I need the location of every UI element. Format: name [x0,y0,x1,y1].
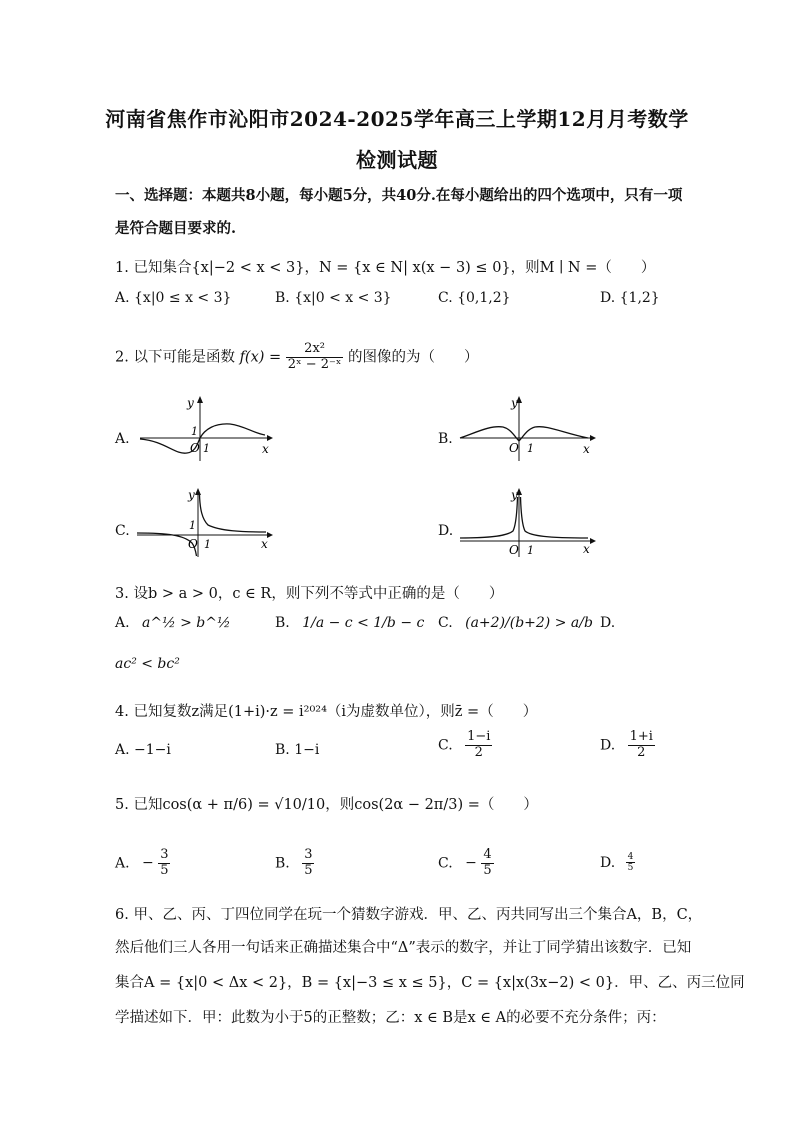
graph-a-label: A. [115,431,130,447]
question-4-option-c-den: 2 [474,744,483,760]
question-5-option-b-frac [302,848,314,879]
question-5-option-b [275,848,314,879]
question-5-option-d-label: D. [600,854,616,871]
graph-a-y-arrow [197,396,203,403]
graph-b [455,393,600,463]
question-3-option-c-label: C. [438,615,453,631]
question-4-option-d-label: D. [600,737,616,754]
graph-a-one-x: 1 [203,442,210,455]
graph-b-curve [460,427,588,441]
question-6-line-4: 学描述如下．甲：此数为小于5的正整数；乙：x ∈ B是x ∈ A的必要不充分条件；丙： [115,1010,666,1026]
question-5-option-a-frac [158,848,170,879]
page-title: 河南省焦作市沁阳市2024-2025学年高三上学期12月月考数学 [105,107,689,131]
question-2-stem [115,342,479,373]
question-5-option-a-num: 3 [160,847,169,862]
graph-d-curve-left [460,497,518,538]
question-5-option-a: A. − $\frac{3}{5}$ [115,847,169,878]
question-4-option-c-frac [465,730,492,761]
question-6-line-1: 6. 甲、乙、丙、丁四位同学在玩一个猜数字游戏．甲、乙、丙共同写出三个集合A，B，C， [115,907,703,923]
graph-a-one-y: 1 [191,425,198,438]
graph-b-one-x: 1 [527,442,534,455]
question-4-option-d-frac [628,730,655,761]
question-5-option-b-label: B. [275,855,290,872]
graph-a-x-label: x [262,442,269,456]
question-3-option-b [275,615,424,631]
section-heading: 一、选择题：本题共8小题，每小题5分，共40分.在每小题给出的四个选项中，只有一项 [115,187,683,204]
question-5-option-c-den: 5 [483,862,492,878]
question-2-denominator: 2ˣ − 2⁻ˣ [287,356,342,372]
question-1-option-c: C. {0,1,2} [438,290,511,306]
question-3-stem: 3. 设b > a > 0，c ∈ R，则下列不等式中正确的是（ ） [115,586,504,602]
graph-c-origin-label: O [188,537,198,551]
question-5-option-c-label: C. [438,855,453,872]
graph-c-curve-right [200,495,267,532]
graph-d-curve-right [521,497,589,538]
graph-d-label: D. [438,523,454,539]
question-5-option-b-num: 3 [304,847,313,862]
question-4-option-b: B. 1−i [275,742,320,758]
graph-a-x-arrow [267,435,273,441]
graph-c-one-x: 1 [204,538,211,551]
graph-c-y-label: y [188,488,195,502]
graph-c-y-arrow [195,488,201,495]
question-5-option-d [600,852,635,874]
question-5-option-d-frac [626,852,636,874]
graph-b-label: B. [438,431,453,447]
question-3-option-d-expr: ac² < bc² [115,656,180,672]
question-3-option-b-expr: 1/a − c < 1/b − c [302,615,425,631]
graph-a-y-label: y [187,396,194,410]
question-4-option-d-num: 1+i [629,729,653,744]
graph-c [132,485,277,557]
question-5-option-a-label: A. [115,855,130,872]
question-4-option-c [438,730,492,761]
question-2-fraction [286,342,344,373]
question-3-option-a-expr: a^½ > b^½ [142,615,231,631]
question-3-option-a-label: A. [115,615,130,631]
question-2-stem-pre: 2. 以下可能是函数 [115,349,235,366]
question-5-option-b-den: 5 [304,862,313,878]
question-3-option-a [115,615,231,631]
graph-d-one-x: 1 [527,544,534,557]
question-4-stem: 4. 已知复数z满足(1+i)·z = i²⁰²⁴（i为虚数单位），则z̄ =（ ） [115,704,538,720]
question-5-option-c-frac [481,848,493,879]
question-5-option-d-den: 5 [627,863,634,874]
question-1-stem: 1. 已知集合{x|−2 < x < 3}，N = {x ∈ N| x(x − 3) ≤ 0}，则M ∣ N =（ ） [115,260,656,276]
question-3-option-b-label: B. [275,615,290,631]
graph-b-origin-label: O [509,441,519,455]
question-3-option-c [438,615,593,631]
question-6-line-3: 集合A = {x|0 < Δx < 2}，B = {x|−3 ≤ x ≤ 5}，C = {x|x(3x−2) < 0}．甲、乙、丙三位同 [115,975,745,991]
question-5-option-c-num: 4 [483,847,492,862]
question-4-option-d [600,730,655,761]
question-3-option-c-expr: (a+2)/(b+2) > a/b [465,615,593,631]
graph-b-y-label: y [511,396,518,410]
question-3-option-d-label: D. [600,615,616,631]
graph-d-x-label: x [583,542,590,556]
question-2-function: f(x) = [239,349,282,366]
section-heading-cont: 是符合题目要求的. [115,220,237,237]
graph-c-x-label: x [261,537,268,551]
question-2-numerator: 2x² [286,342,344,358]
graph-d-y-label: y [511,488,518,502]
graph-b-x-label: x [583,442,590,456]
graph-a [135,393,275,463]
question-4-option-c-label: C. [438,737,453,754]
graph-d-origin-label: O [509,543,519,557]
question-5-option-d-num: 4 [627,852,634,862]
question-6-line-2: 然后他们三人各用一句话来正确描述集合中“Δ”表示的数字，并让丁同学猜出该数字．已知 [115,940,692,956]
question-2-stem-post: 的图像的为（ ） [348,349,479,366]
question-4-option-a: A. −1−i [115,742,171,758]
question-4-option-c-num: 1−i [467,729,491,744]
question-1-option-b: B. {x|0 < x < 3} [275,290,392,306]
question-1-option-d: D. {1,2} [600,290,660,306]
graph-d-x-arrow [590,538,596,544]
question-4-option-d-den: 2 [637,744,646,760]
question-5-stem: 5. 已知cos(α + π/6) = √10/10，则cos(2α − 2π/3) =（ ） [115,797,538,813]
graph-c-one-y: 1 [189,519,196,532]
graph-c-x-arrow [267,532,273,538]
graph-d [455,485,600,557]
graph-b-x-arrow [590,435,596,441]
graph-a-origin-label: O [190,441,200,455]
question-5-option-c: C. − $\frac{4}{5}$ [438,847,492,878]
question-5-option-a-den: 5 [160,862,169,878]
graph-c-label: C. [115,523,130,539]
page-subtitle: 检测试题 [356,148,438,172]
question-1-option-a: A. {x|0 ≤ x < 3} [115,290,232,306]
